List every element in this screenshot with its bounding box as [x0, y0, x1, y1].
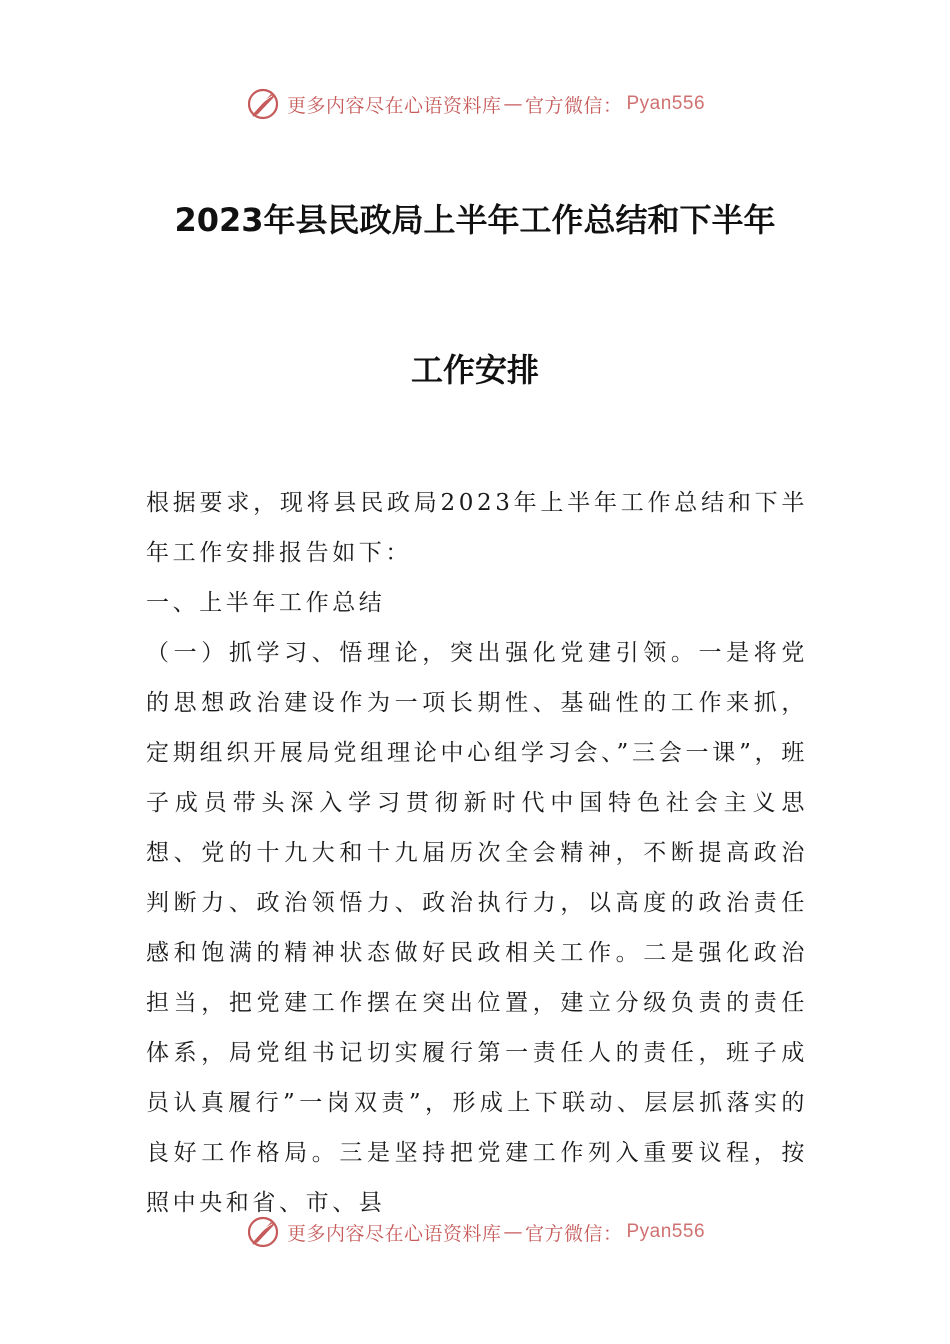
footer-watermark [0, 1212, 950, 1252]
paragraph-party-building: （一）抓学习、悟理论，突出强化党建引领。一是将党的思想政治建设作为一项长期性、基础性的工作来抓，定期组织开展局党组理论中心组学习会、”三会一课”，班子成员带头深入学习贯彻新时代中国特色社会主义思想、党的十九大和十九届历次全会精神，不断提高政治判断力、政治领悟力、政治执行力，以高度的政治责任感和饱满的精神状态做好民政相关工作。二是强化政治担当，把党建工作摆在突出位置，建立分级负责的责任体系，局党组书记切实履行第一责任人的责任，班子成员认真履行”一岗双责”，形成上下联动、层层抓落实的良好工作格局。三是坚持把党建工作列入重要议程，按照中央和省、市、县 [146, 640, 808, 1216]
quill-logo-icon [245, 86, 281, 122]
header-watermark [0, 84, 950, 124]
watermark-brand: 更多内容尽在心语资料库 [286, 94, 502, 117]
document-body [146, 478, 808, 1228]
watermark-dash: — [503, 93, 523, 115]
document-title-line-2: 工作安排 [410, 351, 539, 389]
watermark-wechat-label: 官方微信： [524, 94, 623, 117]
watermark-wechat-label: 官方微信： [524, 1222, 623, 1245]
paragraph-intro: 根据要求，现将县民政局2023年上半年工作总结和下半年工作安排报告如下： [146, 490, 808, 566]
quill-logo-icon [245, 1214, 281, 1250]
watermark-dash: — [503, 1221, 523, 1243]
watermark-brand: 更多内容尽在心语资料库 [286, 1222, 502, 1245]
watermark-wechat-id: Pyan556 [626, 93, 706, 114]
watermark-wechat-id: Pyan556 [626, 1221, 706, 1242]
section-heading: 一、上半年工作总结 [146, 590, 386, 616]
document-title-line-1: 2023年县民政局上半年工作总结和下半年 [174, 201, 776, 239]
